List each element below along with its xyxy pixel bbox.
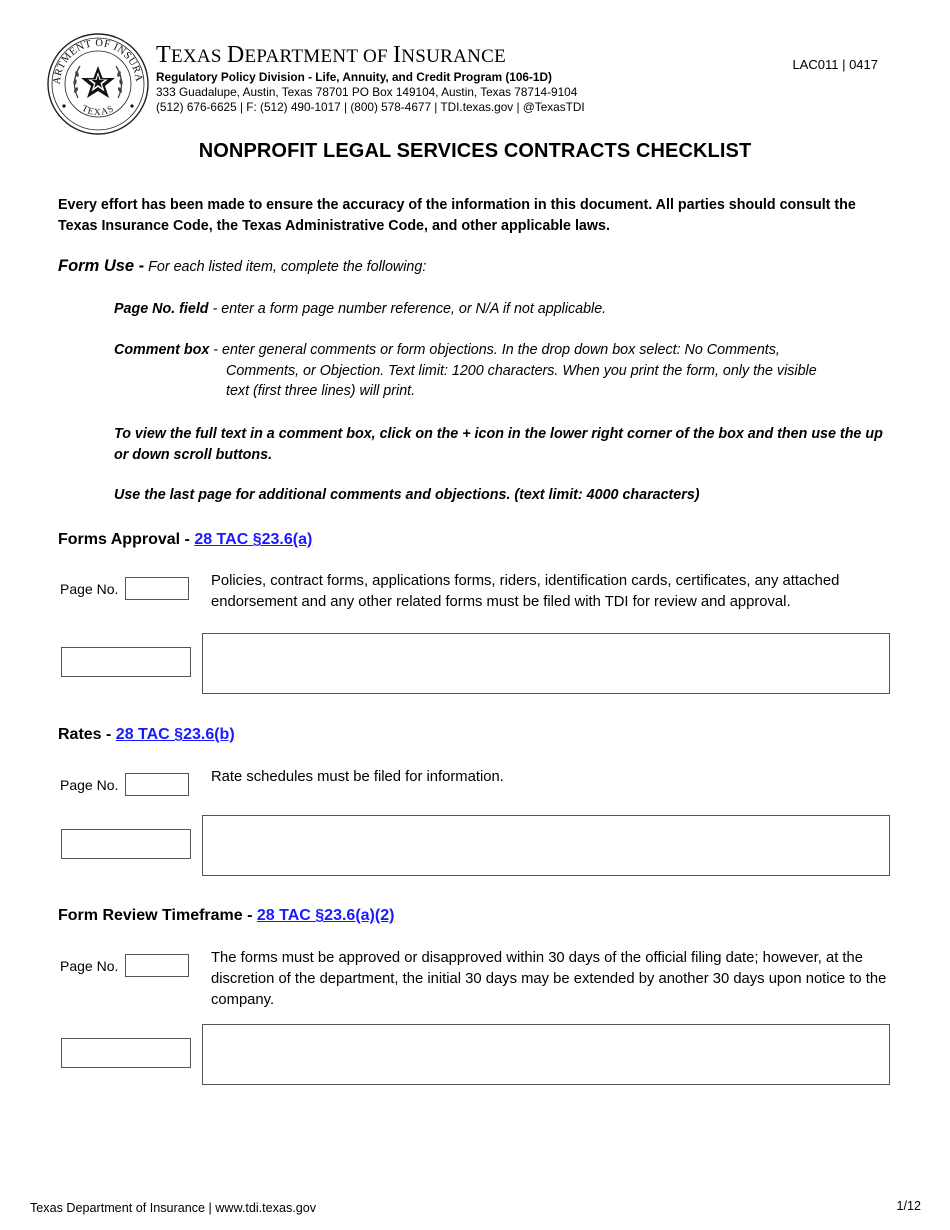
contact-line: (512) 676-6625 | F: (512) 490-1017 | (800) 578-4677 | TDI.texas.gov | @TexasTDI [156,100,585,114]
page-no-label: Page No. [60,777,119,793]
forms-approval-comment-box[interactable] [202,633,890,694]
form-use-line [58,257,426,276]
form-code: LAC011 | 0417 [792,57,878,72]
form-review-timeframe-link[interactable]: 28 TAC §23.6(a)(2) [256,907,395,924]
agency-name: TEXAS DEPARTMENT OF INSURANCE [156,42,507,68]
tdi-seal-logo [46,32,150,136]
form-review-timeframe-page-no-input[interactable] [125,954,189,977]
page-no-label: Page No. [60,581,119,597]
form-review-timeframe-text: The forms must be approved or disapproved within 30 days of the official filing date; however, at the discretion of the department, the initial 30 days may be extended by another 30 days upon notice to the company. [211,950,887,1008]
address-line: 333 Guadalupe, Austin, Texas 78701 PO Box 149104, Austin, Texas 78714-9104 [156,85,578,99]
rates-link[interactable]: 28 TAC §23.6(b) [115,726,235,743]
form-use-text: For each listed item, complete the following: [144,259,427,275]
footer-agency: Texas Department of Insurance | www.tdi.texas.gov [30,1201,317,1215]
svg-text:TEXAS: TEXAS [79,103,117,119]
instruction-comment-box: Comment box - enter general comments or form objections. In the drop down box select: No Comments, Comments, or Objection. Text limit: 1200 characters. When you print the form, only the visible text (first three lines) will print. [114,342,817,399]
instruction-last-page: Use the last page for additional comments and objections. (text limit: 4000 characters) [114,487,700,503]
disclaimer-text: Every effort has been made to ensure the accuracy of the information in this document. All parties should consult the Texas Insurance Code, the Texas Administrative Code, and other applicable laws. [58,197,856,234]
instruction-page-no: Page No. field - enter a form page number reference, or N/A if not applicable. [114,301,607,317]
rates-page-no-input[interactable] [125,773,189,796]
section-title-form-review-timeframe: Form Review Timeframe - 28 TAC §23.6(a)(2) [58,907,395,924]
section-title-rates: Rates - 28 TAC §23.6(b) [58,726,235,743]
document-title: NONPROFIT LEGAL SERVICES CONTRACTS CHECKLIST [198,140,752,162]
forms-approval-comment-dropdown[interactable] [61,647,191,677]
svg-text:DEPARTMENT OF INSURANCE: ARTMENT OF INSURA [51,37,145,85]
section-title-forms-approval: Forms Approval - 28 TAC §23.6(a) [58,531,313,548]
forms-approval-link[interactable]: 28 TAC §23.6(a) [194,531,313,548]
rates-comment-dropdown[interactable] [61,829,191,859]
page-no-label: Page No. [60,958,119,974]
rates-comment-box[interactable] [202,815,890,876]
division-line: Regulatory Policy Division - Life, Annuity, and Credit Program (106-1D) [156,70,552,84]
rates-text: Rate schedules must be filed for information. [211,769,504,785]
form-review-timeframe-comment-box[interactable] [202,1024,890,1085]
form-review-timeframe-comment-dropdown[interactable] [61,1038,191,1068]
instruction-full-text: To view the full text in a comment box, click on the + icon in the lower right corner of the box and then use the up or down scroll buttons. [114,426,883,463]
forms-approval-text: Policies, contract forms, applications forms, riders, identification cards, certificates, any attached endorsement and any other related forms must be filed with TDI for review and approval. [211,573,840,610]
form-use-label: Form Use - [58,257,145,275]
footer-page-number: 1/12 [896,1199,921,1213]
forms-approval-page-no-input[interactable] [125,577,189,600]
